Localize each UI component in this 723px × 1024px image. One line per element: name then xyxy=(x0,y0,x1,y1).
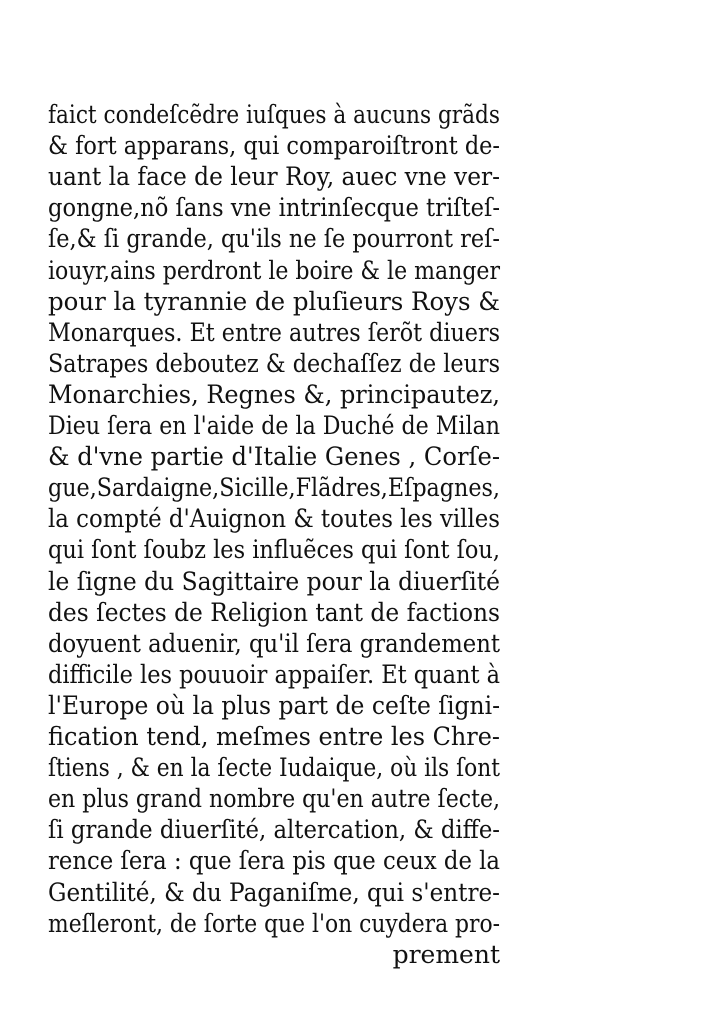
text-line: fication tend, meſmes entre les Chre- xyxy=(48,722,500,751)
text-line: & fort apparans, qui comparoiſtront de- xyxy=(48,131,500,161)
text-line: Monarques. Et entre autres ſerõt diuers xyxy=(48,317,500,347)
text-line: Satrapes deboutez & dechaſſez de leurs xyxy=(48,348,500,378)
text-line: Monarchies, Regnes &, principautez, xyxy=(48,379,500,409)
text-line: qui ſont ſoubz les influẽces qui ſont ſou, xyxy=(48,535,500,565)
text-line: difficile les pouuoir appaiſer. Et quant à xyxy=(48,659,500,689)
text-line: le ſigne du Sagittaire pour la diuerſité xyxy=(48,566,500,596)
text-line: meſleront, de ſorte que l'on cuydera pro- xyxy=(48,908,500,938)
text-line: ſe,& ſi grande, qu'ils ne ſe pourront reſ- xyxy=(48,224,500,254)
text-line: des ſectes de Religion tant de factions xyxy=(48,597,500,627)
text-line: doyuent aduenir, qu'il ſera grandement xyxy=(48,628,500,658)
text-line: & d'vne partie d'Italie Genes , Corſe- xyxy=(48,442,500,472)
text-line: pour la tyrannie de pluſieurs Roys & xyxy=(48,286,500,316)
text-line: rence ſera : que ſera pis que ceux de la xyxy=(48,846,500,876)
text-line: Dieu ſera en l'aide de la Duché de Milan xyxy=(48,411,500,440)
text-line: gue,Sardaigne,Sicille,Flãdres,Eſpagnes, xyxy=(48,473,500,503)
text-line: la compté d'Auignon & toutes les villes xyxy=(48,504,500,534)
text-line: l'Europe où la plus part de ceſte ſigni- xyxy=(48,690,500,720)
text-line: uant la face de leur Roy, auec vne ver- xyxy=(48,162,500,192)
text-line: faict condeſcẽdre iuſques à aucuns grãds xyxy=(48,100,501,129)
text-line: gongne,nõ ſans vne intrinſecque triſteſ- xyxy=(48,193,500,223)
text-line: en plus grand nombre qu'en autre ſecte, xyxy=(48,784,500,814)
text-line: ſi grande diuerſité, altercation, & diffe- xyxy=(48,815,500,845)
text-line: iouyr,ains perdront le boire & le manger xyxy=(48,255,500,285)
text-line: ſtiens , & en la ſecte Iudaique, où ils ſont xyxy=(48,753,500,783)
catchword: prement xyxy=(392,939,500,969)
text-line: Gentilité, & du Paganiſme, qui s'entre- xyxy=(48,877,500,907)
